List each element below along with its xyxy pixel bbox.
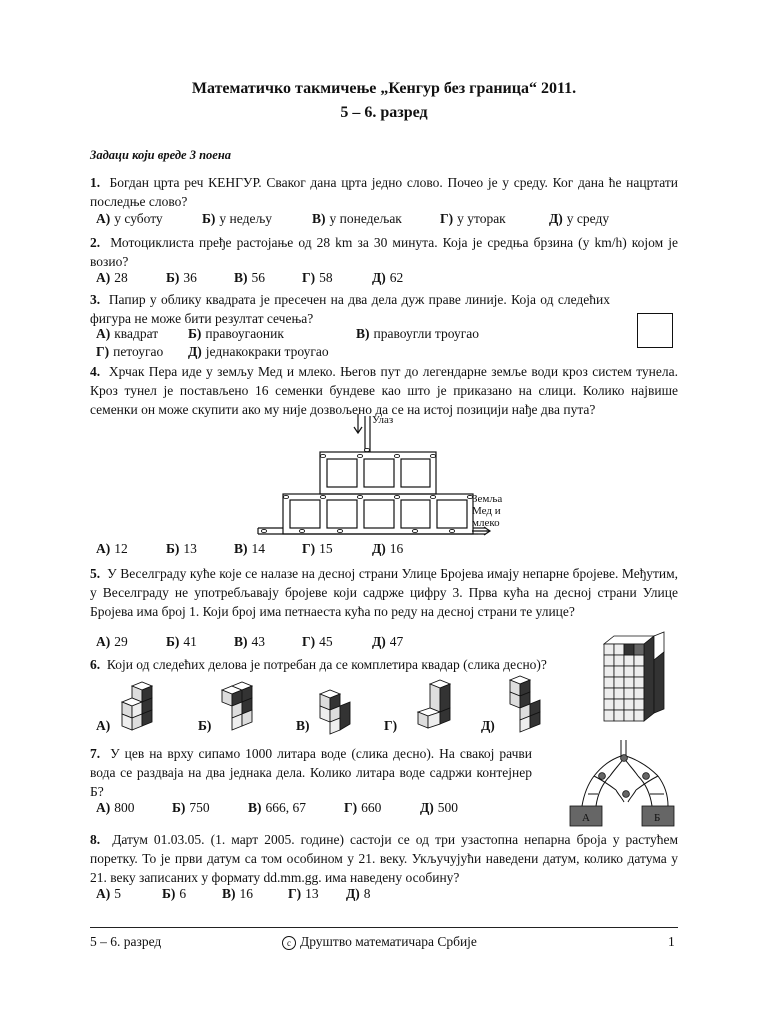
question-number: 6. — [90, 657, 101, 672]
answer-option: Д) 8 — [346, 886, 371, 901]
cuboid-figure — [602, 632, 672, 724]
question-2 — [90, 233, 678, 271]
piece-a-figure — [118, 682, 168, 732]
piece-b-figure — [216, 682, 266, 732]
answer-option: Г) 15 — [302, 541, 333, 556]
exit-label: Мед и — [472, 505, 501, 517]
copyright-icon: c — [282, 936, 296, 950]
answer-option: Б) — [198, 718, 212, 733]
answer-option: Б) 6 — [162, 886, 187, 901]
answer-option: Д) 62 — [372, 270, 404, 285]
answer-option: В) 16 — [222, 886, 253, 901]
question-text: Богдан црта реч КЕНГУР. Сваког дана црта једно слово. Почео је у среду. Ког дана ће нацртати последње слово? — [90, 175, 679, 209]
piece-g-figure — [414, 680, 464, 732]
question-7 — [90, 744, 532, 801]
footer-grade: 5 – 6. разред — [90, 934, 162, 949]
section-label: Задаци који вреде 3 поена — [90, 148, 232, 162]
answer-option: Г) у уторак — [440, 211, 506, 226]
pipe-figure — [566, 736, 676, 832]
question-text: У цев на врху сипамо 1000 литара воде (слика десно). На свакој рачви вода се раздваја на два једнака дела. Колико литара воде садржи контејнер Б? — [90, 746, 533, 799]
answer-option: А) 800 — [96, 800, 135, 815]
piece-d-figure — [506, 676, 546, 732]
question-3 — [90, 290, 610, 328]
answer-option: Д) — [481, 718, 495, 733]
answer-option: Д) у среду — [549, 211, 610, 226]
answer-option: Г) петоугао — [96, 344, 164, 359]
answer-option: В) — [296, 718, 310, 733]
question-number: 4. — [90, 364, 101, 379]
footer-society: c Друштво математичара Србије — [282, 932, 477, 951]
question-1 — [90, 173, 678, 211]
answer-option: В) 56 — [234, 270, 265, 285]
exit-label: Земља — [472, 493, 503, 505]
answer-option: Г) 660 — [344, 800, 382, 815]
question-text: Који од следећих делова је потребан да се комплетира квадар (слика десно)? — [106, 657, 547, 672]
answer-option: Б) у недељу — [202, 211, 273, 226]
question-text: У Веселграду куће које се налазе на десној страни Улице Бројева имају непарне бројеве. Међутим, у Веселграду не употребљавају бројеве који садрже цифру 3. Прва кућа на десној страни Улице Бројева има број 1. Који број има петнаеста кућа по реду на десној страни те улице? — [90, 566, 679, 619]
question-number: 3. — [90, 292, 101, 307]
answer-option: Б) правоугаоник — [188, 326, 284, 341]
answer-option: Д) 16 — [372, 541, 404, 556]
piece-v-figure — [316, 684, 356, 734]
answer-option: А) 12 — [96, 541, 128, 556]
question-number: 1. — [90, 175, 101, 190]
answer-option: Д) једнакокраки троугао — [188, 344, 329, 359]
answer-option: А) у суботу — [96, 211, 163, 226]
page-title: Математичко такмичење „Кенгур без граница“ 2011. — [191, 80, 577, 97]
question-text: Хрчак Пера иде у земљу Мед и млеко. Његов пут до легендарне земље води кроз систем тунела. Кроз тунел је постављено 16 семенки бундеве као што је приказано на слици. Колико највише семенки он може скупити ако му није дозвољено да се на истој позицији нађе два пута? — [90, 364, 679, 417]
container-a-label: А — [582, 812, 590, 824]
answer-option: А) 29 — [96, 634, 128, 649]
answer-option: Б) 41 — [166, 634, 197, 649]
answer-option: Д) 47 — [372, 634, 404, 649]
question-text: Папир у облику квадрата је пресечен на два дела дуж праве линије. Која од следећих фигура не може бити резултат сечења? — [90, 292, 610, 326]
question-5 — [90, 564, 678, 621]
question-8 — [90, 830, 678, 887]
question-number: 8. — [90, 832, 101, 847]
answer-option: Б) 13 — [166, 541, 197, 556]
answer-option: В) у понедељак — [312, 211, 402, 226]
answer-option: В) правоугли троугао — [356, 326, 480, 341]
answer-option: А) 28 — [96, 270, 128, 285]
container-b-label: Б — [654, 812, 661, 824]
answer-option: Б) 36 — [166, 270, 197, 285]
answer-option: Г) 45 — [302, 634, 333, 649]
answer-option: Д) 500 — [420, 800, 459, 815]
answer-option: В) 666, 67 — [248, 800, 306, 815]
entrance-label: Улаз — [372, 414, 394, 426]
answer-option: А) квадрат — [96, 326, 159, 341]
question-6 — [90, 655, 580, 674]
tunnel-figure — [250, 410, 520, 540]
question-number: 5. — [90, 566, 101, 581]
answer-option: В) 43 — [234, 634, 265, 649]
answer-option: Г) 13 — [288, 886, 319, 901]
answer-option: Г) — [384, 718, 398, 733]
answer-option: А) — [96, 718, 111, 733]
question-number: 2. — [90, 235, 101, 250]
answer-option: В) 14 — [234, 541, 265, 556]
answer-option: А) 5 — [96, 886, 121, 901]
page-number: 1 — [668, 934, 675, 949]
answer-option: Г) 58 — [302, 270, 333, 285]
exit-label: млеко — [472, 517, 500, 529]
question-text: Мотоциклиста пређе растојање од 28 km за 30 минута. Која је средња брзина (у km/h) којом је возио? — [90, 235, 679, 269]
grade-subtitle: 5 – 6. разред — [340, 104, 428, 121]
square-figure — [637, 313, 673, 348]
question-number: 7. — [90, 746, 101, 761]
footer-divider — [90, 927, 678, 928]
question-text: Датум 01.03.05. (1. март 2005. године) састоји се од три узастопна непарна броја у растућем поретку. То је први датум са том особином у 21. веку. Укључујући наведени датум, колико датума у 21. веку записаних у формату dd.mm.gg. има наведену особину? — [90, 832, 679, 885]
answer-option: Б) 750 — [172, 800, 210, 815]
